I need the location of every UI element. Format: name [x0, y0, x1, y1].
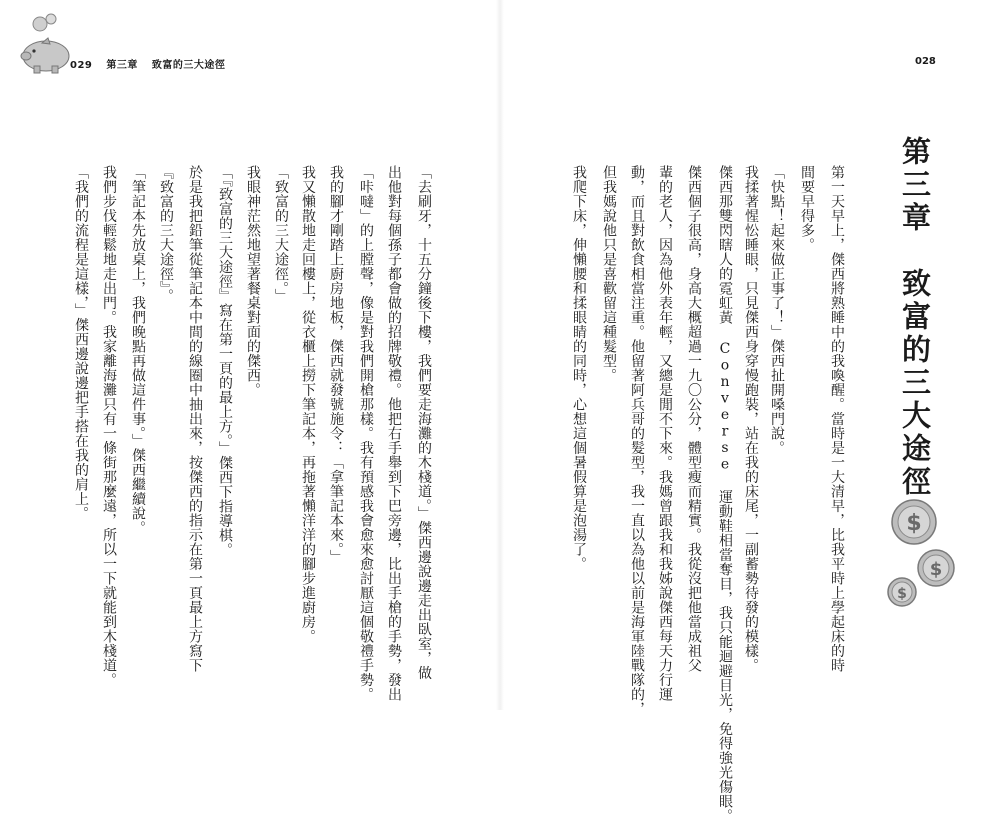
chapter-title-header: 致富的三大途徑: [151, 60, 226, 71]
page-header-left: [70, 56, 225, 71]
text-column: 我眼神茫然地望著餐桌對面的傑西。: [245, 165, 261, 397]
text-column: 「快點！起來做正事了！」傑西扯開嗓門說。: [769, 165, 785, 455]
svg-text:$: $: [929, 559, 943, 580]
text-column: 「咔噠」的上膛聲，像是對我們開槍那樣。我有預感我會愈來愈討厭這個敬禮手勢。: [358, 165, 374, 702]
page-gutter: [496, 0, 504, 710]
text-column: 傑西個子很高，身高大概超過一九〇公分，體型瘦而精實。我從沒把他當成祖父: [686, 165, 702, 673]
text-column: 「致富的三大途徑。」: [273, 165, 289, 303]
text-column: 『致富的三大途徑』。: [158, 165, 174, 303]
chapter-label: 第三章: [106, 60, 138, 71]
text-column: 於是我把鉛筆從筆記本中間的線圈中抽出來，按傑西的指示在第一頁最上方寫下: [187, 165, 203, 673]
text-column: 我們步伐輕鬆地走出門。我家離海灘只有一條街那麼遠，所以一下就能到木棧道。: [101, 165, 117, 687]
text-column: 我爬下床，伸懶腰和揉眼睛的同時，心想這個暑假算是泡湯了。: [571, 165, 587, 571]
text-column: 間要早得多。: [799, 165, 815, 252]
text-column: 第一天早上，傑西將熟睡中的我喚醒。當時是一大清早，比我平時上學起床的時: [829, 165, 845, 673]
text-column: 「去刷牙，十五分鐘後下樓，我們要走海灘的木棧道。」傑西邊說邊走出臥室，做: [416, 165, 432, 680]
text-column: 我揉著惺忪睡眼，只見傑西身穿慢跑裝，站在我的床尾，一副蓄勢待發的模樣。: [743, 165, 759, 673]
svg-text:$: $: [897, 586, 907, 602]
svg-text:$: $: [906, 511, 922, 536]
text-column: 動，而且對飲食相當注重。他留著阿兵哥的髮型，我一直以為他以前是海軍陸戰隊的，: [629, 165, 645, 716]
page-number-left: 029: [70, 60, 93, 71]
text-column: 「『致富的三大途徑』寫在第一頁的最上方。」傑西下指導棋。: [217, 165, 233, 557]
text-column: 我的腳才剛踏上廚房地板，傑西就發號施令：「拿筆記本來。」: [328, 165, 344, 564]
page-number-right: 028: [915, 56, 936, 67]
text-column: 我又懶散地走回樓上，從衣櫃上撈下筆記本，再拖著懶洋洋的腳步進廚房。: [300, 165, 316, 644]
text-column: 出他對每個孫子都會做的招牌敬禮。他把右手舉到下巴旁邊，比出手槍的手勢，發出: [386, 165, 402, 702]
text-column: 傑西那雙閃瞎人的霓虹黃 Converse 運動鞋相當奪目，我只能迴避目光，免得強光傷眼。: [717, 165, 733, 823]
text-column: 但我媽說他只是喜歡留這種髮型。: [601, 165, 617, 383]
text-column: 輩的老人，因為他外表年輕，又總是閒不下來。我媽曾跟我和我姊說傑西每天力行運: [657, 165, 673, 702]
text-column: 「筆記本先放桌上，我們晚點再做這件事。」傑西繼續說。: [130, 165, 146, 535]
chapter-title: 第三章 致富的三大途徑: [898, 136, 932, 499]
text-column: 「我們的流程是這樣，」傑西邊說邊把手搭在我的肩上。: [73, 165, 89, 521]
coins-icon: [880, 498, 960, 608]
piggy-bank-icon: [18, 10, 74, 74]
